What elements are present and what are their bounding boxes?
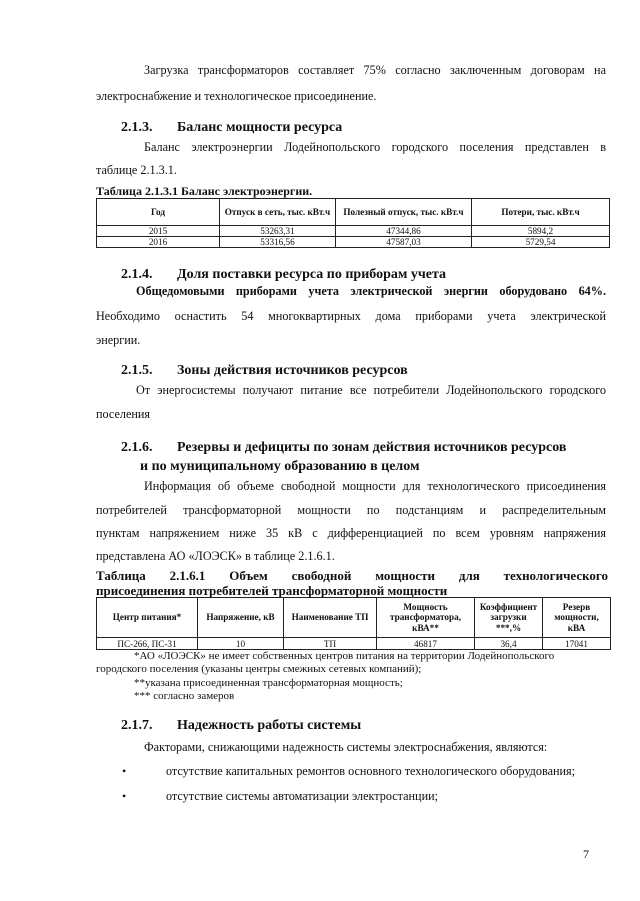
s216-line-3: пунктам напряжением ниже 35 кВ с дифференциацией по всем уровням напряжения <box>96 526 606 540</box>
footnote-2: **указана присоединенная трансформаторная мощность; <box>134 677 403 689</box>
section-number: 2.1.6. <box>121 440 153 455</box>
footnote-1-line-1: *АО «ЛОЭСК» не имеет собственных центров питания на территории Лодейнопольского <box>134 650 555 662</box>
footnote-3: *** согласно замеров <box>134 690 235 702</box>
table-cell: 2016 <box>97 237 220 248</box>
s215-line-2: поселения <box>96 407 151 421</box>
table-cell: 17041 <box>543 638 611 650</box>
column-header: Потери, тыс. кВт.ч <box>472 199 610 226</box>
s214-line-3: энергии. <box>96 333 141 347</box>
table-cell: 53316,56 <box>220 237 336 248</box>
table-2-1-6-1-caption-line-2: присоединения потребителей трансформаторной мощности <box>96 583 448 598</box>
section-title: Доля поставки ресурса по приборам учета <box>177 267 447 282</box>
page-number: 7 <box>583 847 589 861</box>
table-header-row <box>97 199 610 226</box>
s217-line-1: Факторами, снижающими надежность системы электроснабжения, являются: <box>144 740 548 754</box>
table-cell: 53263,31 <box>220 226 336 237</box>
bullet-icon: • <box>122 789 127 803</box>
table-cell: 46817 <box>377 638 475 650</box>
section-title: Зоны действия источников ресурсов <box>177 363 408 378</box>
s215-line-1: От энергосистемы получают питание все потребители Лодейнопольского городского <box>136 383 606 397</box>
s214-line-2: Необходимо оснастить 54 многоквартирных дома приборами учета электрической <box>96 309 606 323</box>
column-header: Резерв мощности, кВА <box>543 598 611 638</box>
table-2-1-6-1-caption-line-1: Таблица 2.1.6.1 Объем свободной мощности для технологического <box>96 568 608 583</box>
s214-line-1: Общедомовыми приборами учета электрической энергии оборудовано 64%. <box>136 284 606 298</box>
table-cell: 47344,86 <box>336 226 472 237</box>
section-number: 2.1.4. <box>121 267 153 282</box>
s216-line-1: Информация об объеме свободной мощности для технологического присоединения <box>144 479 606 493</box>
table-header-row <box>97 598 611 638</box>
intro-line-1: Загрузка трансформаторов составляет 75% согласно заключенным договорам на <box>144 63 606 77</box>
column-header: Мощность трансформатора, кВА** <box>377 598 475 638</box>
section-number: 2.1.3. <box>121 120 153 135</box>
energy-balance-table <box>96 198 610 248</box>
section-title: Баланс мощности ресурса <box>177 120 343 135</box>
section-title-line-2: и по муниципальному образованию в целом <box>140 459 420 474</box>
section-title-line-1: Резервы и дефициты по зонам действия источников ресурсов <box>177 440 567 455</box>
bullet-item-1: отсутствие капитальных ремонтов основного технологического оборудования; <box>166 764 576 778</box>
table-cell: 10 <box>198 638 284 650</box>
table-cell: ПС-266, ПС-31 <box>97 638 198 650</box>
column-header: Коэффициент загрузки ***,% <box>475 598 543 638</box>
column-header: Напряжение, кВ <box>198 598 284 638</box>
table-row <box>97 638 611 650</box>
section-2-1-6-heading <box>121 439 566 456</box>
s216-line-2: потребителей трансформаторной мощности по подстанциям и распределительным <box>96 503 606 517</box>
section-2-1-4-heading <box>121 266 446 283</box>
bullet-icon: • <box>122 764 127 778</box>
table-cell: 47587,03 <box>336 237 472 248</box>
table-row <box>97 237 610 248</box>
section-title: Надежность работы системы <box>177 718 362 733</box>
free-capacity-table <box>96 597 611 650</box>
table-cell: 36,4 <box>475 638 543 650</box>
table-row <box>97 226 610 237</box>
table-2-1-3-1-caption: Таблица 2.1.3.1 Баланс электроэнергии. <box>96 184 313 198</box>
bullet-item-2: отсутствие системы автоматизации электростанции; <box>166 789 439 803</box>
intro-line-2: электроснабжение и технологическое присоединение. <box>96 89 377 103</box>
section-2-1-7-heading <box>121 717 361 734</box>
column-header: Год <box>97 199 220 226</box>
column-header: Наименование ТП <box>284 598 377 638</box>
section-2-1-3-heading <box>121 119 342 136</box>
column-header: Отпуск в сеть, тыс. кВт.ч <box>220 199 336 226</box>
section-2-1-5-heading <box>121 362 408 379</box>
table-cell: ТП <box>284 638 377 650</box>
table-cell: 5729,54 <box>472 237 610 248</box>
section-number: 2.1.7. <box>121 718 153 733</box>
s213-line-1: Баланс электроэнергии Лодейнопольского городского поселения представлен в <box>144 140 606 154</box>
s216-line-4: представлена АО «ЛОЭСК» в таблице 2.1.6.1. <box>96 549 335 563</box>
column-header: Полезный отпуск, тыс. кВт.ч <box>336 199 472 226</box>
column-header: Центр питания* <box>97 598 198 638</box>
table-cell: 2015 <box>97 226 220 237</box>
s213-line-2: таблице 2.1.3.1. <box>96 163 177 177</box>
section-number: 2.1.5. <box>121 363 153 378</box>
footnote-1-line-2: городского поселения (указаны центры смежных сетевых компаний); <box>96 663 422 675</box>
table-cell: 5894,2 <box>472 226 610 237</box>
